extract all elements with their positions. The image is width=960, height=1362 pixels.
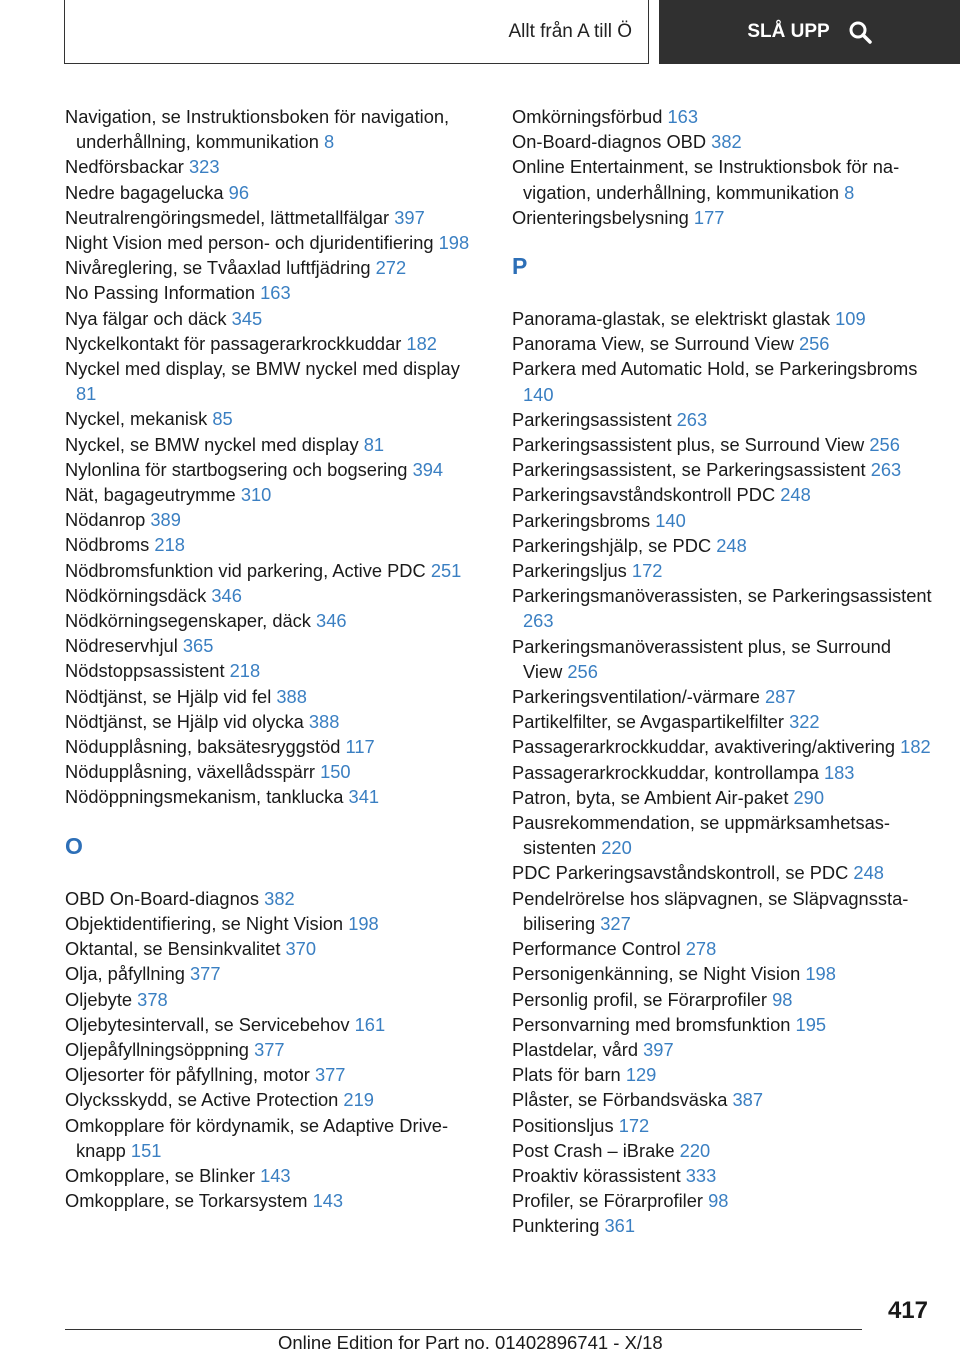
index-entry <box>65 104 485 154</box>
page-link[interactable]: 248 <box>716 534 747 556</box>
page-link[interactable]: 109 <box>835 308 866 330</box>
entry-text: Nödbroms <box>65 534 150 556</box>
index-entry <box>65 154 485 179</box>
entry-text: Omkopplare för kördynamik, se Adaptive Drive-knapp <box>65 1114 449 1161</box>
page-link[interactable]: 290 <box>793 786 825 808</box>
entry-text: Personigenkänning, se Night Vision <box>512 963 801 985</box>
index-entry <box>65 759 485 784</box>
page-link[interactable]: 182 <box>406 332 437 354</box>
page-link[interactable]: 220 <box>601 837 632 859</box>
index-entry <box>512 407 932 432</box>
index-tab[interactable] <box>64 0 649 64</box>
index-entry <box>65 457 485 482</box>
entry-text: Nödreservhjul <box>65 635 178 657</box>
entry-text: Nyckelkontakt för passagerarkrockkuddar <box>65 332 402 354</box>
page-link[interactable]: 220 <box>679 1139 711 1161</box>
index-entry <box>65 1062 485 1087</box>
index-entry <box>65 255 485 280</box>
entry-text: Punktering <box>512 1215 600 1237</box>
page-link[interactable]: 218 <box>154 534 185 556</box>
index-entry <box>512 558 932 583</box>
entry-text: Parkeringsljus <box>512 560 627 582</box>
page-link[interactable]: 140 <box>523 383 554 405</box>
index-entry <box>512 684 932 709</box>
page-link[interactable]: 140 <box>655 509 686 531</box>
entry-text: Proaktiv körassistent <box>512 1164 681 1186</box>
page-link[interactable]: 397 <box>394 206 425 228</box>
page-link[interactable]: 382 <box>264 887 295 909</box>
index-entry <box>65 180 485 205</box>
index-letter-p: P <box>512 253 528 280</box>
page-link[interactable]: 377 <box>314 1064 346 1086</box>
page-link[interactable]: 377 <box>190 963 221 985</box>
page-link[interactable]: 117 <box>345 736 375 758</box>
entry-text: Oljesorter för påfyllning, motor <box>65 1064 310 1086</box>
index-entry <box>512 104 932 129</box>
index-entry <box>65 1163 485 1188</box>
entry-text: Nät, bagageutrymme <box>65 484 236 506</box>
index-entry <box>512 634 932 684</box>
index-entry <box>65 356 485 406</box>
entry-text: Nödtjänst, se Hjälp vid fel <box>65 685 272 707</box>
entry-text: Nivåreglering, se Tvåaxlad luftfjädring <box>65 257 371 279</box>
index-entry <box>65 558 485 583</box>
index-entry <box>65 306 485 331</box>
page-link[interactable]: 256 <box>869 434 900 456</box>
page-link[interactable]: 346 <box>316 610 347 632</box>
index-entry <box>65 886 485 911</box>
entry-text: Panorama View, se Surround View <box>512 333 794 355</box>
entry-text: Navigation, se Instruktionsboken för navigation, underhållning, kommunikation <box>65 106 450 153</box>
index-entry <box>65 230 485 255</box>
index-entry <box>65 709 485 734</box>
entry-text: Nödanrop <box>65 509 146 531</box>
index-entry <box>65 205 485 230</box>
page-link[interactable]: 161 <box>354 1013 386 1035</box>
entry-text: Patron, byta, se Ambient Air-paket <box>512 786 789 808</box>
index-entry <box>512 1188 932 1213</box>
page-link[interactable]: 394 <box>412 458 444 480</box>
page-link[interactable]: 195 <box>795 1013 827 1035</box>
entry-text: Neutralrengöringsmedel, lättmetallfälgar <box>65 206 390 228</box>
entry-text: Partikelfilter, se Avgaspartikelfilter <box>512 711 784 733</box>
index-entry <box>512 205 932 230</box>
entry-text: Nedre bagagelucka <box>65 181 224 203</box>
entry-text: Objektidentifiering, se Night Vision <box>65 912 344 934</box>
entry-text: Parkeringsassistent <box>512 408 672 430</box>
index-column-left <box>65 104 485 1213</box>
index-entry <box>512 1012 932 1037</box>
page-link[interactable]: 98 <box>772 988 793 1010</box>
page-link[interactable]: 182 <box>900 736 931 758</box>
index-entry <box>65 608 485 633</box>
page-link[interactable]: 172 <box>631 560 663 582</box>
index-entry <box>512 860 932 885</box>
index-entry <box>65 406 485 431</box>
index-entry <box>512 734 932 759</box>
page-link[interactable]: 129 <box>625 1064 657 1086</box>
page-link[interactable]: 248 <box>853 862 884 884</box>
page-link[interactable]: 323 <box>188 156 220 178</box>
index-entry <box>65 734 485 759</box>
page-link[interactable]: 198 <box>348 912 379 934</box>
entry-text: Orienteringsbelysning <box>512 206 689 228</box>
entry-text: Omkörningsförbud <box>512 106 663 127</box>
index-entry <box>65 583 485 608</box>
index-column-right <box>512 104 932 1239</box>
entry-list-o <box>65 886 485 1214</box>
entry-text: OBD On-Board-diagnos <box>65 887 260 909</box>
page-link[interactable]: 143 <box>260 1164 291 1186</box>
entry-text: Nödtjänst, se Hjälp vid olycka <box>65 710 304 732</box>
entry-text: Oljepåfyllningsöppning <box>65 1038 249 1060</box>
entry-text: Post Crash – iBrake <box>512 1139 675 1161</box>
index-entry <box>512 1113 932 1138</box>
index-entry <box>512 1062 932 1087</box>
entry-text: Panorama-glastak, se elektriskt glastak <box>512 308 831 330</box>
index-entry <box>65 633 485 658</box>
page-link[interactable]: 287 <box>765 686 796 708</box>
search-label: SLÅ UPP <box>747 21 830 42</box>
entry-text: Nödupplåsning, baksätesryggstöd <box>65 736 341 758</box>
entry-text: Oljebytesintervall, se Servicebehov <box>65 1013 350 1035</box>
entry-text: Parkeringsmanöverassisten, se Parkeringsassistent <box>512 585 932 607</box>
page-link[interactable]: 278 <box>685 938 717 960</box>
index-entry <box>65 658 485 683</box>
page-link[interactable]: 163 <box>260 282 291 304</box>
page-link[interactable]: 218 <box>229 660 261 682</box>
entry-text: Nödbromsfunktion vid parkering, Active PDC <box>65 559 426 581</box>
entry-text: Plastdelar, vård <box>512 1038 639 1060</box>
page-link[interactable]: 345 <box>231 307 263 329</box>
entry-list-p <box>512 306 932 1239</box>
entry-text: Nödöppningsmekanism, tanklucka <box>65 786 344 808</box>
entry-text: Personvarning med bromsfunktion <box>512 1013 791 1035</box>
index-entry <box>512 457 932 482</box>
entry-text: Parkeringsavståndskontroll PDC <box>512 484 776 506</box>
entry-text: Performance Control <box>512 938 681 960</box>
page-link[interactable]: 172 <box>618 1114 650 1136</box>
index-entry <box>512 154 932 204</box>
page-link[interactable]: 177 <box>693 206 725 228</box>
index-entry <box>65 507 485 532</box>
page-number: 417 <box>887 1297 928 1324</box>
index-entry <box>65 280 485 305</box>
entry-text: On-Board-diagnos OBD <box>512 131 707 153</box>
entry-text: Nya fälgar och däck <box>65 307 227 329</box>
entry-list-o-cont <box>512 104 932 230</box>
entry-text: Pausrekommendation, se uppmärksamhetsassistenten <box>512 812 890 859</box>
entry-text: Nylonlina för startbogsering och bogsering <box>65 458 408 480</box>
index-entry <box>65 911 485 936</box>
index-letter-o: O <box>65 832 83 859</box>
entry-text: Oktantal, se Bensinkvalitet <box>65 938 281 960</box>
index-tab-label: Allt från A till Ö <box>508 20 632 42</box>
entry-text: Parkeringsventilation/-värmare <box>512 686 760 708</box>
page-link[interactable]: 322 <box>789 711 820 733</box>
index-entry <box>65 1037 485 1062</box>
index-entry <box>512 936 932 961</box>
entry-text: Parkeringsbroms <box>512 509 651 531</box>
page-link[interactable]: 263 <box>870 459 902 481</box>
entry-text: Pendelrörelse hos släpvagnen, se Släpvagnsstabilisering <box>512 887 909 934</box>
page-link[interactable]: 346 <box>211 584 242 606</box>
search-icon <box>848 20 872 44</box>
page-link[interactable]: 377 <box>254 1038 285 1060</box>
index-entry <box>65 684 485 709</box>
page-link[interactable]: 263 <box>523 610 554 632</box>
index-entry <box>512 533 932 558</box>
index-entry <box>512 129 932 154</box>
entry-text: Parkera med Automatic Hold, se Parkeringsbroms <box>512 358 918 380</box>
index-entry <box>512 709 932 734</box>
entry-text: Night Vision med person- och djuridentifiering <box>65 232 434 254</box>
page-link[interactable]: 98 <box>708 1190 729 1212</box>
page-link[interactable]: 382 <box>711 131 742 153</box>
index-entry <box>512 987 932 1012</box>
entry-text: Omkopplare, se Torkarsystem <box>65 1190 308 1212</box>
page-link[interactable]: 327 <box>600 912 631 934</box>
index-entry <box>512 1138 932 1163</box>
footer-text: Online Edition for Part no. 01402896741 - X/18 <box>278 1332 663 1353</box>
index-entry <box>512 432 932 457</box>
page-link[interactable]: 361 <box>604 1215 636 1237</box>
page-link[interactable]: 96 <box>228 181 249 203</box>
page-link[interactable]: 256 <box>567 660 598 682</box>
entry-text: Passagerarkrockkuddar, avaktivering/aktivering <box>512 736 896 758</box>
entry-text: Nedförsbackar <box>65 156 184 178</box>
page-link[interactable]: 388 <box>308 710 340 732</box>
page-link[interactable]: 198 <box>438 232 470 254</box>
index-entry <box>512 356 932 406</box>
index-entry <box>65 482 485 507</box>
index-entry <box>65 961 485 986</box>
entry-text: Plåster, se Förbandsväska <box>512 1089 728 1111</box>
index-entry <box>65 936 485 961</box>
index-entry <box>512 1087 932 1112</box>
entry-text: Nödkörningsdäck <box>65 584 207 606</box>
entry-text: Nödupplåsning, växellådsspärr <box>65 761 315 783</box>
page-link[interactable]: 183 <box>823 761 855 783</box>
page-link[interactable]: 388 <box>276 685 307 707</box>
index-entry <box>512 785 932 810</box>
page-link[interactable]: 397 <box>643 1038 674 1060</box>
page-link[interactable]: 310 <box>240 484 272 506</box>
page-link[interactable]: 81 <box>363 433 385 455</box>
index-entry <box>512 1037 932 1062</box>
entry-text: Nyckel, mekanisk <box>65 408 208 430</box>
entry-text: Personlig profil, se Förarprofiler <box>512 988 768 1010</box>
index-entry <box>512 482 932 507</box>
page-link[interactable]: 387 <box>732 1089 764 1111</box>
page-link[interactable]: 248 <box>780 484 811 506</box>
entry-list-n <box>65 104 485 810</box>
index-entry <box>65 987 485 1012</box>
index-entry <box>65 432 485 457</box>
entry-text: No Passing Information <box>65 282 256 304</box>
entry-text: Passagerarkrockkuddar, kontrollampa <box>512 761 819 783</box>
page-link[interactable]: 378 <box>137 988 168 1010</box>
entry-text: Plats för barn <box>512 1064 621 1086</box>
entry-text: Nödstoppsassistent <box>65 660 225 682</box>
page-link[interactable]: 81 <box>76 383 97 405</box>
page-link[interactable]: 341 <box>348 786 380 808</box>
index-entry <box>512 886 932 936</box>
index-entry <box>512 760 932 785</box>
index-entry <box>65 784 485 809</box>
index-entry <box>512 1163 932 1188</box>
entry-text: Parkeringshjälp, se PDC <box>512 534 712 556</box>
page-link[interactable]: 8 <box>844 181 855 203</box>
page-link[interactable]: 389 <box>150 509 181 531</box>
page-link[interactable]: 251 <box>430 559 462 581</box>
page-link[interactable]: 370 <box>285 938 317 960</box>
page-link[interactable]: 8 <box>323 131 335 153</box>
page-link[interactable]: 256 <box>798 333 830 355</box>
index-entry <box>65 1012 485 1037</box>
index-entry <box>65 1087 485 1112</box>
index-entry <box>512 331 932 356</box>
search-button[interactable] <box>659 0 960 64</box>
entry-text: Nödkörningsegenskaper, däck <box>65 610 311 632</box>
entry-text: Profiler, se Förarprofiler <box>512 1190 703 1212</box>
page-link[interactable]: 163 <box>667 106 698 127</box>
page-link[interactable]: 151 <box>130 1139 162 1161</box>
entry-text: Olycksskydd, se Active Protection <box>65 1089 339 1111</box>
page-link[interactable]: 85 <box>212 408 233 430</box>
page-link[interactable]: 272 <box>375 257 407 279</box>
entry-text: Online Entertainment, se Instruktionsbok för navigation, underhållning, kommunikation <box>512 156 900 203</box>
entry-text: Parkeringsmanöverassistent plus, se Surround View <box>512 635 892 682</box>
entry-text: Olja, påfyllning <box>65 963 185 985</box>
page-link[interactable]: 198 <box>805 963 836 985</box>
index-entry <box>65 532 485 557</box>
entry-text: Positionsljus <box>512 1114 614 1136</box>
entry-text: Omkopplare, se Blinker <box>65 1164 255 1186</box>
index-entry <box>65 331 485 356</box>
page-link[interactable]: 333 <box>685 1164 717 1186</box>
entry-text: PDC Parkeringsavståndskontroll, se PDC <box>512 862 849 884</box>
entry-text: Nyckel med display, se BMW nyckel med display <box>65 358 460 380</box>
index-entry <box>512 306 932 331</box>
entry-text: Oljebyte <box>65 988 133 1010</box>
footer-divider <box>65 1329 862 1330</box>
entry-text: Parkeringsassistent plus, se Surround View <box>512 434 865 456</box>
index-entry <box>512 1213 932 1238</box>
page-link[interactable]: 263 <box>676 408 708 430</box>
entry-text: Nyckel, se BMW nyckel med display <box>65 433 359 455</box>
index-entry <box>65 1188 485 1213</box>
index-entry <box>512 961 932 986</box>
page-link[interactable]: 143 <box>312 1190 344 1212</box>
index-entry <box>512 508 932 533</box>
page-link[interactable]: 365 <box>182 635 214 657</box>
page-link[interactable]: 219 <box>343 1089 374 1111</box>
index-entry <box>512 810 932 860</box>
index-entry <box>65 1113 485 1163</box>
entry-text: Parkeringsassistent, se Parkeringsassistent <box>512 459 866 481</box>
page-link[interactable]: 150 <box>320 761 351 783</box>
index-entry <box>512 583 932 633</box>
